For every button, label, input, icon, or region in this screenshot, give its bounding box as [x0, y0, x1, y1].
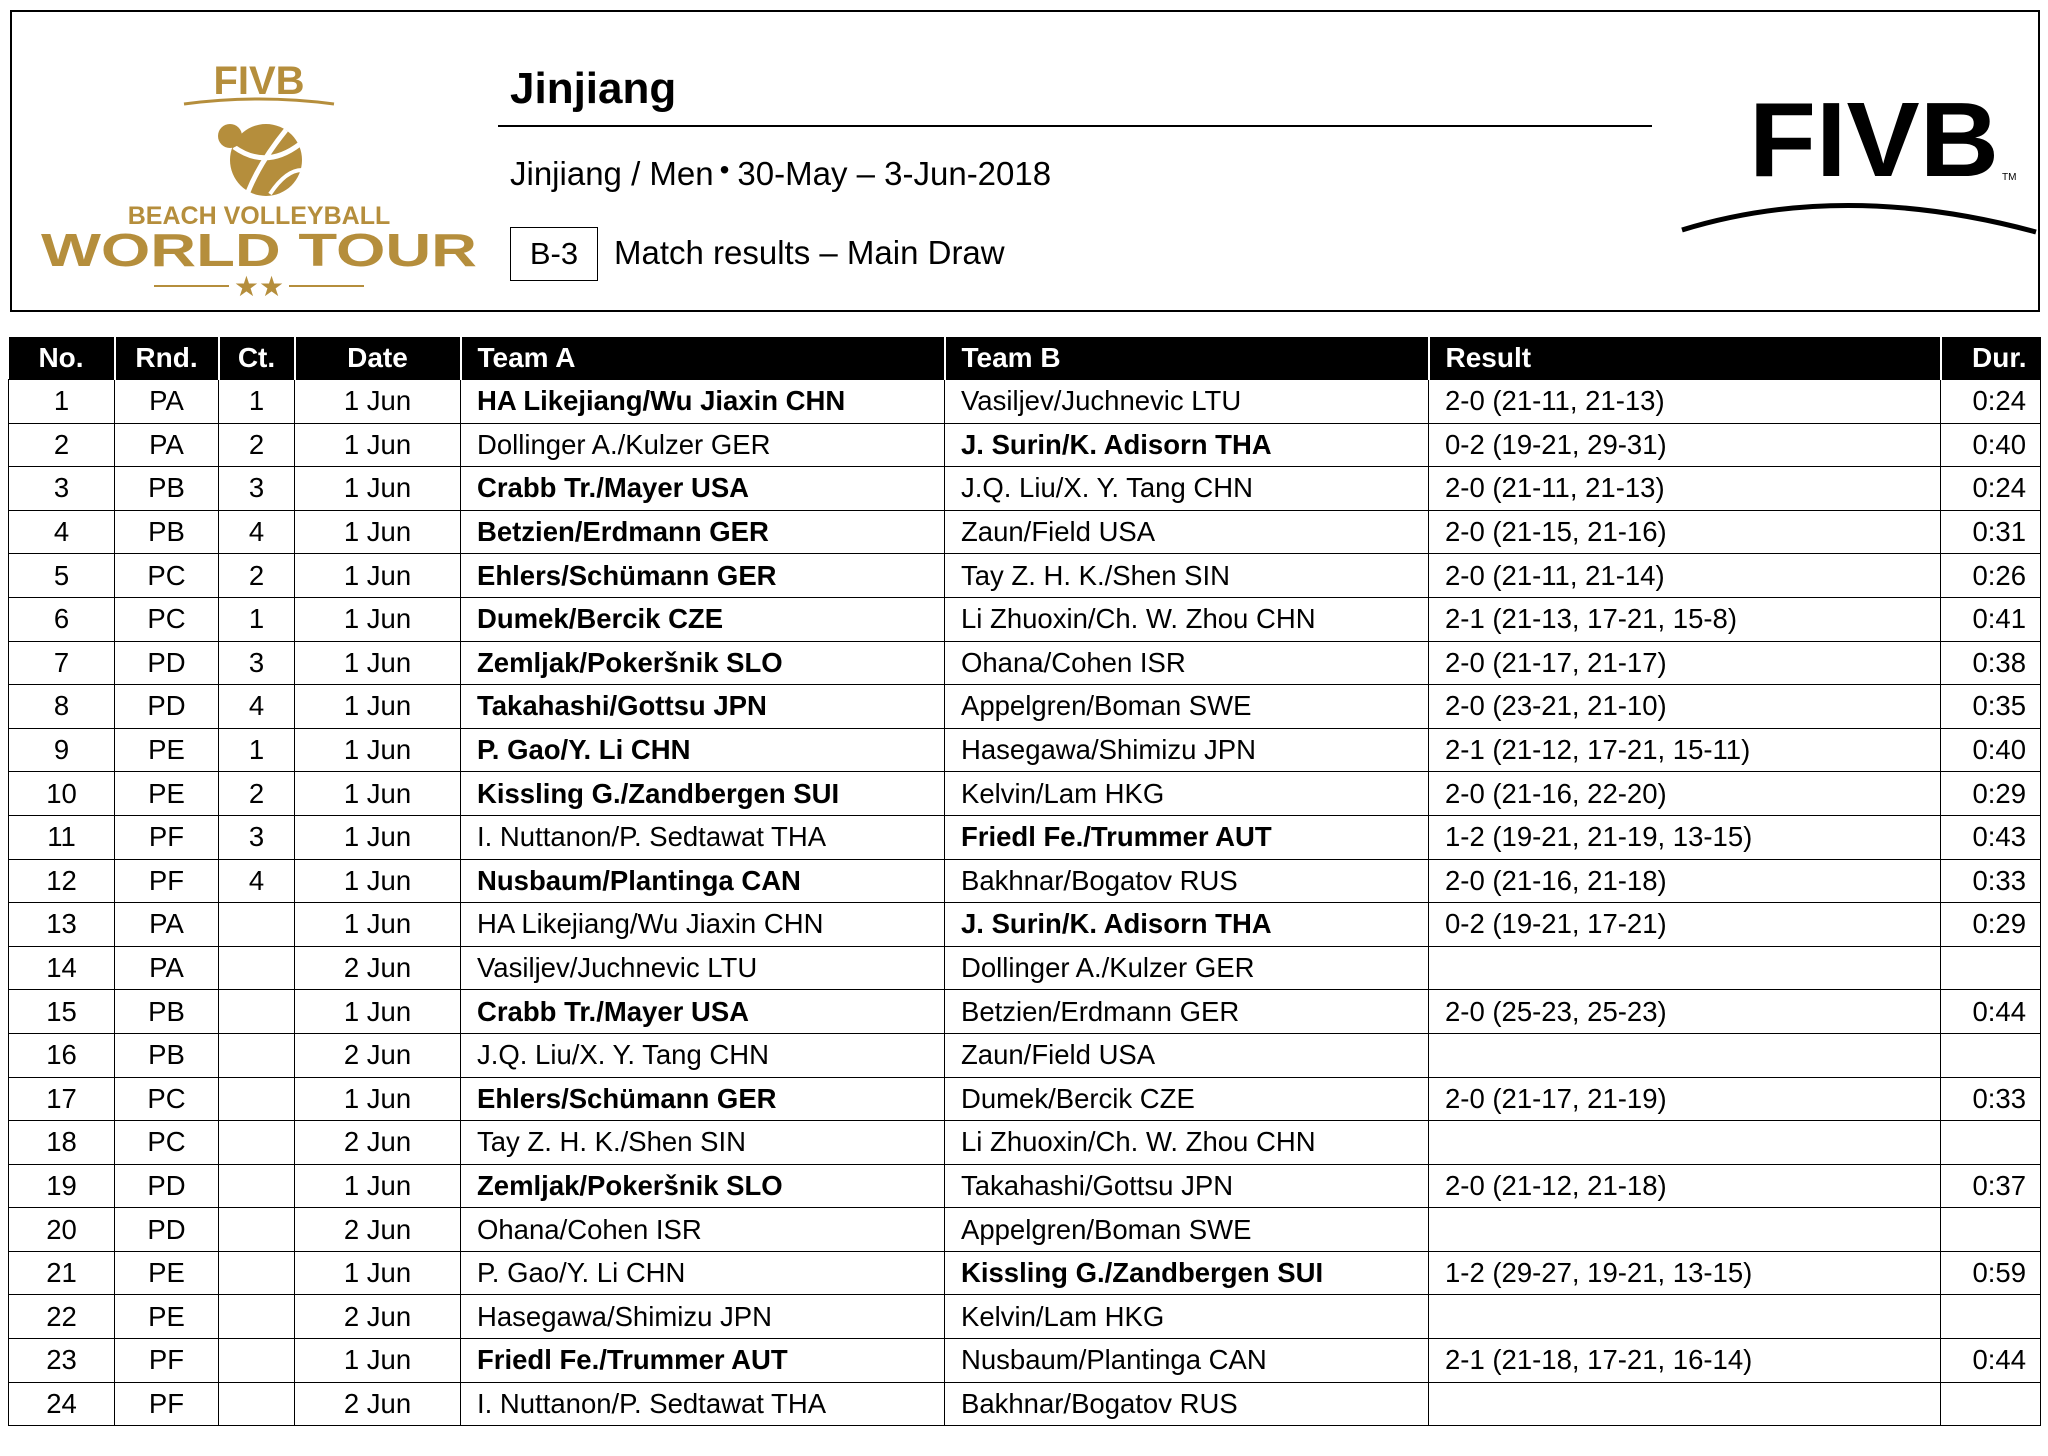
cell-team-a: Zemljak/Pokeršnik SLO: [461, 1164, 945, 1208]
cell-court: [219, 990, 295, 1034]
column-header-round: Rnd.: [115, 337, 219, 380]
cell-no: 18: [9, 1121, 115, 1165]
cell-date: 1 Jun: [295, 772, 461, 816]
cell-team-b: Ohana/Cohen ISR: [945, 641, 1429, 685]
cell-court: 1: [219, 380, 295, 424]
cell-no: 23: [9, 1339, 115, 1383]
column-header-duration: Dur.: [1941, 337, 2041, 380]
cell-team-a: Tay Z. H. K./Shen SIN: [461, 1121, 945, 1165]
cell-duration: 0:40: [1941, 423, 2041, 467]
cell-court: 3: [219, 641, 295, 685]
fivb-logo: [1674, 92, 2044, 242]
column-header-date: Date: [295, 337, 461, 380]
cell-team-a: HA Likejiang/Wu Jiaxin CHN: [461, 380, 945, 424]
cell-round: PE: [115, 1251, 219, 1295]
cell-no: 6: [9, 597, 115, 641]
venue-title: Jinjiang: [510, 64, 677, 113]
table-row: [9, 772, 2041, 816]
cell-court: 1: [219, 597, 295, 641]
cell-no: 17: [9, 1077, 115, 1121]
cell-no: 8: [9, 685, 115, 729]
cell-team-a: Nusbaum/Plantinga CAN: [461, 859, 945, 903]
cell-round: PF: [115, 1382, 219, 1426]
cell-date: 1 Jun: [295, 990, 461, 1034]
cell-court: [219, 1164, 295, 1208]
cell-result: [1429, 946, 1941, 990]
cell-no: 5: [9, 554, 115, 598]
cell-court: [219, 903, 295, 947]
cell-round: PB: [115, 1033, 219, 1077]
cell-team-a: Kissling G./Zandbergen SUI: [461, 772, 945, 816]
cell-team-b: J. Surin/K. Adisorn THA: [945, 423, 1429, 467]
cell-date: 1 Jun: [295, 815, 461, 859]
cell-round: PE: [115, 772, 219, 816]
fivb-small-logo-text: FIVB: [213, 59, 305, 103]
cell-duration: 0:44: [1941, 1339, 2041, 1383]
cell-team-a: I. Nuttanon/P. Sedtawat THA: [461, 1382, 945, 1426]
cell-round: PD: [115, 641, 219, 685]
table-row: [9, 1208, 2041, 1252]
table-row: [9, 903, 2041, 947]
cell-no: 20: [9, 1208, 115, 1252]
table-row: [9, 1164, 2041, 1208]
cell-round: PB: [115, 510, 219, 554]
cell-team-a: Zemljak/Pokeršnik SLO: [461, 641, 945, 685]
column-header-team-b: Team B: [945, 337, 1429, 380]
cell-duration: 0:37: [1941, 1164, 2041, 1208]
cell-team-b: Bakhnar/Bogatov RUS: [945, 1382, 1429, 1426]
cell-team-a: Crabb Tr./Mayer USA: [461, 990, 945, 1034]
table-row: [9, 1251, 2041, 1295]
cell-date: 1 Jun: [295, 510, 461, 554]
cell-result: 2-0 (21-11, 21-14): [1429, 554, 1941, 598]
cell-court: [219, 1251, 295, 1295]
cell-team-a: J.Q. Liu/X. Y. Tang CHN: [461, 1033, 945, 1077]
cell-date: 1 Jun: [295, 859, 461, 903]
cell-team-b: J. Surin/K. Adisorn THA: [945, 903, 1429, 947]
cell-duration: [1941, 1295, 2041, 1339]
cell-date: 1 Jun: [295, 903, 461, 947]
cell-duration: 0:35: [1941, 685, 2041, 729]
cell-team-b: Nusbaum/Plantinga CAN: [945, 1339, 1429, 1383]
cell-team-a: Dollinger A./Kulzer GER: [461, 423, 945, 467]
table-row: [9, 423, 2041, 467]
cell-result: 2-0 (21-16, 22-20): [1429, 772, 1941, 816]
cell-team-a: Ohana/Cohen ISR: [461, 1208, 945, 1252]
cell-team-a: I. Nuttanon/P. Sedtawat THA: [461, 815, 945, 859]
cell-court: [219, 1121, 295, 1165]
cell-team-b: Vasiljev/Juchnevic LTU: [945, 380, 1429, 424]
cell-court: 4: [219, 685, 295, 729]
cell-date: 1 Jun: [295, 380, 461, 424]
cell-team-a: Hasegawa/Shimizu JPN: [461, 1295, 945, 1339]
cell-duration: 0:31: [1941, 510, 2041, 554]
cell-team-b: Takahashi/Gottsu JPN: [945, 1164, 1429, 1208]
cell-result: 2-1 (21-18, 17-21, 16-14): [1429, 1339, 1941, 1383]
cell-court: 3: [219, 815, 295, 859]
cell-team-b: J.Q. Liu/X. Y. Tang CHN: [945, 467, 1429, 511]
cell-duration: 0:43: [1941, 815, 2041, 859]
cell-team-b: Hasegawa/Shimizu JPN: [945, 728, 1429, 772]
cell-round: PE: [115, 1295, 219, 1339]
table-row: [9, 1121, 2041, 1165]
match-results-table: [8, 337, 2041, 1426]
cell-team-b: Zaun/Field USA: [945, 510, 1429, 554]
cell-team-a: HA Likejiang/Wu Jiaxin CHN: [461, 903, 945, 947]
cell-date: 2 Jun: [295, 1121, 461, 1165]
table-row: [9, 728, 2041, 772]
cell-date: 1 Jun: [295, 728, 461, 772]
cell-result: [1429, 1121, 1941, 1165]
cell-result: 2-0 (21-11, 21-13): [1429, 380, 1941, 424]
cell-duration: 0:24: [1941, 380, 2041, 424]
cell-duration: 0:33: [1941, 859, 2041, 903]
cell-round: PB: [115, 467, 219, 511]
cell-no: 4: [9, 510, 115, 554]
cell-no: 13: [9, 903, 115, 947]
cell-team-b: Betzien/Erdmann GER: [945, 990, 1429, 1034]
cell-result: 2-0 (21-17, 21-17): [1429, 641, 1941, 685]
fivb-logo-text: FIVB: [1749, 92, 1999, 199]
cell-duration: [1941, 1382, 2041, 1426]
column-header-no: No.: [9, 337, 115, 380]
cell-round: PC: [115, 1077, 219, 1121]
cell-round: PA: [115, 380, 219, 424]
cell-court: [219, 1077, 295, 1121]
cell-team-a: Betzien/Erdmann GER: [461, 510, 945, 554]
cell-team-a: Ehlers/Schümann GER: [461, 554, 945, 598]
cell-date: 2 Jun: [295, 946, 461, 990]
cell-round: PD: [115, 685, 219, 729]
cell-no: 12: [9, 859, 115, 903]
cell-result: 2-0 (21-11, 21-13): [1429, 467, 1941, 511]
trademark-text: TM: [2002, 172, 2017, 183]
table-row: [9, 1033, 2041, 1077]
cell-round: PC: [115, 554, 219, 598]
cell-round: PF: [115, 815, 219, 859]
cell-no: 22: [9, 1295, 115, 1339]
cell-team-a: Dumek/Bercik CZE: [461, 597, 945, 641]
cell-no: 2: [9, 423, 115, 467]
document-header: [10, 10, 2040, 312]
bullet-icon: •: [719, 154, 730, 185]
cell-round: PF: [115, 1339, 219, 1383]
cell-no: 10: [9, 772, 115, 816]
cell-court: [219, 1382, 295, 1426]
cell-court: [219, 946, 295, 990]
table-row: [9, 641, 2041, 685]
table-row: [9, 1382, 2041, 1426]
table-body: [9, 380, 2041, 1426]
table-row: [9, 510, 2041, 554]
cell-duration: 0:44: [1941, 990, 2041, 1034]
cell-date: 1 Jun: [295, 1251, 461, 1295]
event-info: [510, 155, 1051, 193]
cell-result: 2-0 (21-16, 21-18): [1429, 859, 1941, 903]
cell-date: 2 Jun: [295, 1208, 461, 1252]
event-gender: Jinjiang / Men: [510, 155, 714, 192]
cell-round: PC: [115, 1121, 219, 1165]
cell-team-b: Appelgren/Boman SWE: [945, 1208, 1429, 1252]
cell-team-a: P. Gao/Y. Li CHN: [461, 728, 945, 772]
cell-result: 2-0 (21-15, 21-16): [1429, 510, 1941, 554]
table-row: [9, 1295, 2041, 1339]
cell-duration: 0:59: [1941, 1251, 2041, 1295]
cell-team-b: Friedl Fe./Trummer AUT: [945, 815, 1429, 859]
cell-result: 2-0 (23-21, 21-10): [1429, 685, 1941, 729]
cell-round: PD: [115, 1164, 219, 1208]
cell-round: PA: [115, 946, 219, 990]
cell-date: 1 Jun: [295, 685, 461, 729]
cell-no: 3: [9, 467, 115, 511]
cell-team-b: Dumek/Bercik CZE: [945, 1077, 1429, 1121]
table-row: [9, 380, 2041, 424]
cell-duration: [1941, 1208, 2041, 1252]
cell-court: 2: [219, 772, 295, 816]
cell-team-b: Li Zhuoxin/Ch. W. Zhou CHN: [945, 1121, 1429, 1165]
cell-result: [1429, 1382, 1941, 1426]
cell-team-b: Tay Z. H. K./Shen SIN: [945, 554, 1429, 598]
cell-team-a: Takahashi/Gottsu JPN: [461, 685, 945, 729]
cell-team-a: Ehlers/Schümann GER: [461, 1077, 945, 1121]
cell-court: 4: [219, 859, 295, 903]
cell-team-a: Crabb Tr./Mayer USA: [461, 467, 945, 511]
table-row: [9, 815, 2041, 859]
cell-date: 1 Jun: [295, 597, 461, 641]
cell-result: 0-2 (19-21, 29-31): [1429, 423, 1941, 467]
beach-volleyball-world-tour-logo: [34, 52, 484, 302]
table-row: [9, 1077, 2041, 1121]
cell-court: 2: [219, 423, 295, 467]
table-row: [9, 859, 2041, 903]
cell-round: PD: [115, 1208, 219, 1252]
table-header-row: [9, 337, 2041, 380]
cell-result: [1429, 1295, 1941, 1339]
cell-duration: [1941, 1033, 2041, 1077]
cell-round: PC: [115, 597, 219, 641]
cell-duration: [1941, 1121, 2041, 1165]
cell-team-a: P. Gao/Y. Li CHN: [461, 1251, 945, 1295]
cell-round: PE: [115, 728, 219, 772]
title-divider: [498, 125, 1652, 127]
document-title: Match results – Main Draw: [614, 234, 1005, 271]
cell-team-b: Bakhnar/Bogatov RUS: [945, 859, 1429, 903]
cell-team-a: Friedl Fe./Trummer AUT: [461, 1339, 945, 1383]
cell-date: 2 Jun: [295, 1295, 461, 1339]
cell-result: [1429, 1033, 1941, 1077]
cell-no: 15: [9, 990, 115, 1034]
cell-team-b: Dollinger A./Kulzer GER: [945, 946, 1429, 990]
cell-result: 1-2 (29-27, 19-21, 13-15): [1429, 1251, 1941, 1295]
cell-result: 0-2 (19-21, 17-21): [1429, 903, 1941, 947]
cell-team-a: Vasiljev/Juchnevic LTU: [461, 946, 945, 990]
table-row: [9, 467, 2041, 511]
cell-date: 2 Jun: [295, 1382, 461, 1426]
cell-duration: 0:29: [1941, 772, 2041, 816]
cell-court: 2: [219, 554, 295, 598]
cell-team-b: Kissling G./Zandbergen SUI: [945, 1251, 1429, 1295]
stars-icon: ★★: [233, 270, 285, 302]
cell-round: PA: [115, 423, 219, 467]
cell-no: 7: [9, 641, 115, 685]
cell-no: 11: [9, 815, 115, 859]
cell-date: 1 Jun: [295, 1077, 461, 1121]
cell-team-b: Kelvin/Lam HKG: [945, 772, 1429, 816]
cell-date: 1 Jun: [295, 1164, 461, 1208]
table-row: [9, 1339, 2041, 1383]
cell-result: 2-0 (21-17, 21-19): [1429, 1077, 1941, 1121]
cell-date: 2 Jun: [295, 1033, 461, 1077]
cell-no: 24: [9, 1382, 115, 1426]
cell-no: 9: [9, 728, 115, 772]
cell-round: PF: [115, 859, 219, 903]
cell-court: [219, 1033, 295, 1077]
cell-court: 3: [219, 467, 295, 511]
cell-result: 2-1 (21-12, 17-21, 15-11): [1429, 728, 1941, 772]
cell-result: [1429, 1208, 1941, 1252]
table-row: [9, 990, 2041, 1034]
cell-date: 1 Jun: [295, 641, 461, 685]
cell-no: 21: [9, 1251, 115, 1295]
table-row: [9, 946, 2041, 990]
cell-no: 1: [9, 380, 115, 424]
cell-duration: [1941, 946, 2041, 990]
cell-court: [219, 1208, 295, 1252]
cell-date: 1 Jun: [295, 423, 461, 467]
cell-duration: 0:38: [1941, 641, 2041, 685]
table-row: [9, 685, 2041, 729]
cell-duration: 0:29: [1941, 903, 2041, 947]
cell-round: PA: [115, 903, 219, 947]
document-code: B-3: [510, 227, 598, 281]
cell-result: 2-0 (21-12, 21-18): [1429, 1164, 1941, 1208]
cell-court: [219, 1339, 295, 1383]
cell-duration: 0:26: [1941, 554, 2041, 598]
cell-court: 4: [219, 510, 295, 554]
cell-team-b: Kelvin/Lam HKG: [945, 1295, 1429, 1339]
cell-date: 1 Jun: [295, 1339, 461, 1383]
cell-no: 16: [9, 1033, 115, 1077]
beach-volleyball-text: BEACH VOLLEYBALL: [127, 202, 391, 230]
cell-team-b: Appelgren/Boman SWE: [945, 685, 1429, 729]
table-row: [9, 597, 2041, 641]
world-tour-text: WORLD TOUR: [41, 224, 477, 276]
column-header-result: Result: [1429, 337, 1941, 380]
table-row: [9, 554, 2041, 598]
cell-duration: 0:33: [1941, 1077, 2041, 1121]
cell-no: 19: [9, 1164, 115, 1208]
cell-duration: 0:40: [1941, 728, 2041, 772]
column-header-team-a: Team A: [461, 337, 945, 380]
cell-duration: 0:24: [1941, 467, 2041, 511]
cell-court: [219, 1295, 295, 1339]
cell-result: 2-1 (21-13, 17-21, 15-8): [1429, 597, 1941, 641]
cell-result: 1-2 (19-21, 21-19, 13-15): [1429, 815, 1941, 859]
event-dates: 30-May – 3-Jun-2018: [737, 155, 1052, 192]
cell-team-b: Zaun/Field USA: [945, 1033, 1429, 1077]
cell-result: 2-0 (25-23, 25-23): [1429, 990, 1941, 1034]
column-header-court: Ct.: [219, 337, 295, 380]
volleyball-icon: [218, 124, 302, 196]
cell-no: 14: [9, 946, 115, 990]
cell-team-b: Li Zhuoxin/Ch. W. Zhou CHN: [945, 597, 1429, 641]
cell-date: 1 Jun: [295, 554, 461, 598]
cell-court: 1: [219, 728, 295, 772]
cell-date: 1 Jun: [295, 467, 461, 511]
cell-duration: 0:41: [1941, 597, 2041, 641]
cell-round: PB: [115, 990, 219, 1034]
